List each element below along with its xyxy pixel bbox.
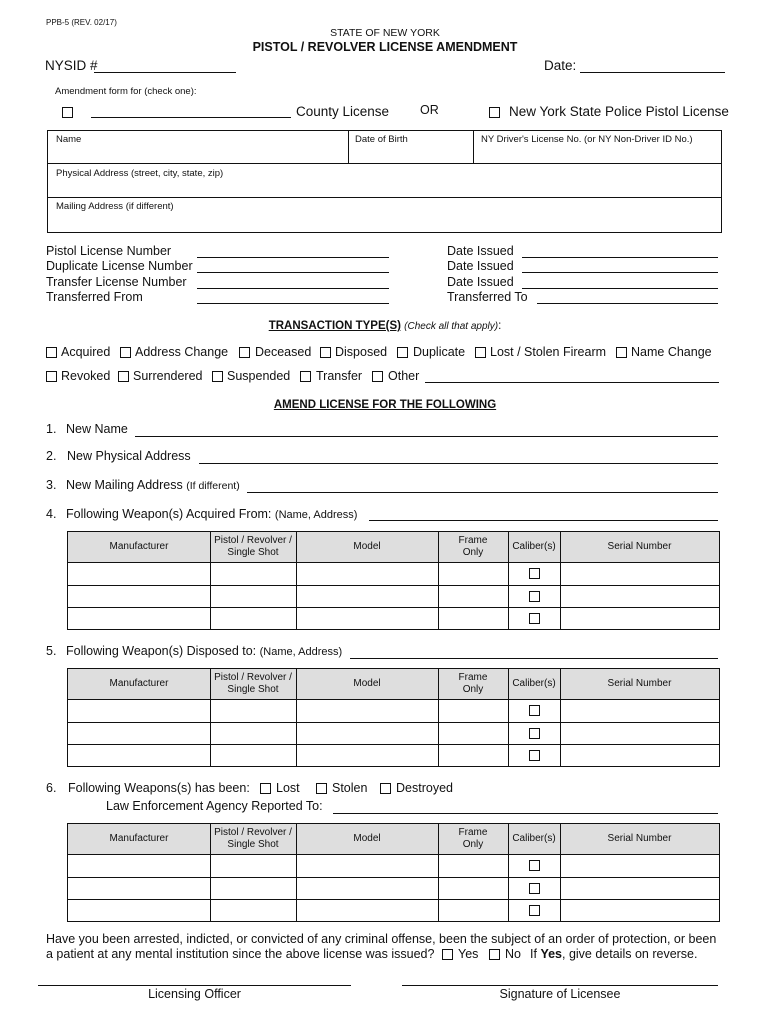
county-name-field[interactable] [91, 117, 291, 118]
serial-number-header-text: Serial Number [607, 833, 672, 844]
frame-only-header-text: Only [462, 547, 484, 558]
no-label: No [505, 947, 521, 961]
or-text: OR [420, 103, 439, 117]
frame-only-header [438, 532, 508, 562]
nysid-field[interactable] [94, 72, 236, 73]
caliber-header-text: Caliber(s) [512, 541, 556, 552]
transaction-colon: : [498, 320, 502, 332]
model-header [296, 824, 438, 854]
item-6-number: 6. [46, 781, 57, 795]
date-field[interactable] [580, 72, 725, 73]
mailing-address-label: Mailing Address (if different) [56, 201, 174, 212]
caliber-header [508, 532, 560, 562]
frame-only-checkbox[interactable] [529, 750, 540, 761]
stolen-label: Stolen [332, 781, 368, 795]
frame-only-header [438, 669, 508, 699]
item-5-number: 5. [46, 644, 57, 658]
duplicate-license-field[interactable] [197, 272, 389, 273]
agency-label: Law Enforcement Agency Reported To: [106, 799, 323, 813]
frame-only-checkbox[interactable] [529, 613, 540, 624]
deceased-checkbox[interactable] [239, 347, 250, 358]
table-row-divider [68, 722, 719, 723]
model-header-text: Model [353, 678, 381, 689]
transferred-from-label: Transferred From [46, 290, 143, 304]
weapons-status-label: Following Weapons(s) has been: [68, 781, 250, 795]
yes-label: Yes [458, 947, 479, 961]
table-row-divider [68, 585, 719, 586]
frame-only-checkbox[interactable] [529, 591, 540, 602]
criminal-question-text: a patient at any mental institution since the above license was issued? [46, 947, 435, 961]
date-issued-label-3: Date Issued [447, 275, 514, 289]
date-issued-field-3[interactable] [522, 288, 718, 289]
surrendered-checkbox[interactable] [118, 371, 129, 382]
date-label: Date: [544, 58, 577, 73]
name-label: Name [56, 134, 82, 145]
criminal-question-line1: Have you been arrested, indicted, or convicted of any criminal offense, been the subject of an order of protection, or been [46, 932, 717, 946]
caliber-header [508, 824, 560, 854]
transaction-heading-row [0, 320, 770, 332]
frame-only-checkbox[interactable] [529, 728, 540, 739]
frame-only-checkbox[interactable] [529, 883, 540, 894]
frame-only-header-text: Only [462, 684, 484, 695]
divider [348, 130, 349, 163]
drivers-license-label: NY Driver's License No. (or NY Non-Driver ID No.) [481, 134, 693, 145]
pistol-type-header-text: Pistol / Revolver / [214, 827, 292, 838]
pistol-type-header-text: Single Shot [227, 839, 279, 850]
destroyed-checkbox[interactable] [380, 783, 391, 794]
frame-only-header-text: Frame [458, 827, 488, 838]
licensing-officer-signature-line[interactable] [38, 985, 351, 986]
date-issued-label-1: Date Issued [447, 244, 514, 258]
serial-number-header-text: Serial Number [607, 541, 672, 552]
caliber-header-text: Caliber(s) [512, 678, 556, 689]
licensing-officer-label: Licensing Officer [148, 987, 241, 1001]
manufacturer-header [68, 669, 210, 699]
transferred-from-field[interactable] [197, 303, 389, 304]
frame-only-header-text: Only [462, 839, 484, 850]
name-change-label: Name Change [631, 345, 712, 359]
divider [47, 163, 721, 164]
new-name-label: New Name [66, 422, 128, 436]
pistol-type-header [210, 824, 296, 854]
pistol-type-header [210, 532, 296, 562]
table-row-divider [68, 877, 719, 878]
disposed-to-field[interactable] [350, 658, 718, 659]
item-4-number: 4. [46, 507, 57, 521]
frame-only-header [438, 824, 508, 854]
transfer-license-label: Transfer License Number [46, 275, 187, 289]
other-field[interactable] [425, 382, 719, 383]
disposed-to-text: Following Weapon(s) Disposed to: [66, 644, 257, 658]
lost-stolen-checkbox[interactable] [475, 347, 486, 358]
no-checkbox[interactable] [489, 949, 500, 960]
details-instruction [530, 947, 698, 961]
item-1-number: 1. [46, 422, 57, 436]
pistol-license-label: Pistol License Number [46, 244, 172, 258]
date-issued-field-2[interactable] [522, 272, 718, 273]
item-2-number: 2. [46, 449, 57, 463]
deceased-label: Deceased [255, 345, 312, 359]
frame-only-checkbox[interactable] [529, 568, 540, 579]
nysp-license-label: New York State Police Pistol License [509, 104, 729, 119]
pistol-license-field[interactable] [197, 257, 389, 258]
frame-only-checkbox[interactable] [529, 705, 540, 716]
model-header [296, 532, 438, 562]
model-header-text: Model [353, 541, 381, 552]
frame-only-header-text: Frame [458, 672, 488, 683]
transaction-note: (Check all that apply) [404, 321, 499, 332]
new-name-field[interactable] [135, 436, 718, 437]
acquired-weapons-table [67, 531, 720, 630]
nysid-label: NYSID # [45, 58, 98, 73]
suspended-label: Suspended [227, 369, 291, 383]
model-header [296, 669, 438, 699]
lost-label: Lost [276, 781, 300, 795]
amend-heading: AMEND LICENSE FOR THE FOLLOWING [273, 399, 497, 411]
acquired-from-field[interactable] [369, 520, 718, 521]
new-mailing-address-note: (If different) [186, 480, 240, 492]
model-header-text: Model [353, 833, 381, 844]
new-physical-address-label: New Physical Address [67, 449, 191, 463]
transferred-to-label: Transferred To [447, 290, 528, 304]
disposed-to-note: (Name, Address) [259, 646, 343, 658]
serial-number-header [560, 824, 719, 854]
county-license-label: County License [296, 104, 390, 119]
disposed-to-label [66, 644, 342, 658]
manufacturer-header-text: Manufacturer [109, 833, 169, 844]
acquired-from-text: Following Weapon(s) Acquired From: [66, 507, 272, 521]
physical-address-label: Physical Address (street, city, state, zip) [56, 168, 224, 179]
frame-only-checkbox[interactable] [529, 905, 540, 916]
criminal-question-line2 [46, 947, 434, 961]
form-code: PPB-5 (REV. 02/17) [46, 18, 117, 27]
pistol-type-header-text: Single Shot [227, 547, 279, 558]
transfer-label: Transfer [316, 369, 363, 383]
caliber-header [508, 669, 560, 699]
pistol-type-header [210, 669, 296, 699]
acquired-label: Acquired [61, 345, 111, 359]
pistol-type-header-text: Single Shot [227, 684, 279, 695]
acquired-checkbox[interactable] [46, 347, 57, 358]
serial-number-header-text: Serial Number [607, 678, 672, 689]
nysp-license-checkbox[interactable] [489, 107, 500, 118]
yes-checkbox[interactable] [442, 949, 453, 960]
address-change-checkbox[interactable] [120, 347, 131, 358]
new-mailing-address-field[interactable] [247, 492, 718, 493]
duplicate-license-label: Duplicate License Number [46, 259, 193, 273]
disposed-weapons-table [67, 668, 720, 767]
agency-field[interactable] [333, 813, 718, 814]
caliber-header-text: Caliber(s) [512, 833, 556, 844]
manufacturer-header-text: Manufacturer [109, 541, 169, 552]
acquired-from-note: (Name, Address) [274, 509, 358, 521]
table-row-divider [68, 744, 719, 745]
transfer-checkbox[interactable] [300, 371, 311, 382]
transferred-to-field[interactable] [537, 303, 718, 304]
manufacturer-header [68, 824, 210, 854]
state-heading: STATE OF NEW YORK [330, 27, 440, 39]
surrendered-label: Surrendered [133, 369, 203, 383]
other-checkbox[interactable] [372, 371, 383, 382]
stolen-checkbox[interactable] [316, 783, 327, 794]
transfer-license-field[interactable] [197, 288, 389, 289]
manufacturer-header [68, 532, 210, 562]
manufacturer-header-text: Manufacturer [109, 678, 169, 689]
frame-only-checkbox[interactable] [529, 860, 540, 871]
lost-weapons-table [67, 823, 720, 922]
county-license-checkbox[interactable] [62, 107, 73, 118]
item-3-number: 3. [46, 478, 57, 492]
divider [473, 130, 474, 163]
name-change-checkbox[interactable] [616, 347, 627, 358]
if-text: If [530, 947, 537, 961]
disposed-label: Disposed [335, 345, 388, 359]
date-issued-field-1[interactable] [522, 257, 718, 258]
new-physical-address-field[interactable] [199, 463, 718, 464]
duplicate-checkbox[interactable] [397, 347, 408, 358]
duplicate-label: Duplicate [413, 345, 466, 359]
applicant-info-box [47, 130, 722, 233]
lost-stolen-label: Lost / Stolen Firearm [490, 345, 607, 359]
date-issued-label-2: Date Issued [447, 259, 514, 273]
frame-only-header-text: Frame [458, 535, 488, 546]
other-label: Other [388, 369, 420, 383]
lost-checkbox[interactable] [260, 783, 271, 794]
destroyed-label: Destroyed [396, 781, 453, 795]
revoked-checkbox[interactable] [46, 371, 57, 382]
licensee-signature-line[interactable] [402, 985, 718, 986]
amendment-for-label: Amendment form for (check one): [55, 86, 197, 97]
serial-number-header [560, 532, 719, 562]
table-row-divider [68, 899, 719, 900]
licensee-signature-label: Signature of Licensee [499, 987, 621, 1001]
table-row-divider [68, 607, 719, 608]
divider [47, 197, 721, 198]
transaction-heading: TRANSACTION TYPE(S) [268, 320, 401, 332]
if-yes-text: Yes [540, 947, 562, 961]
acquired-from-label [66, 507, 357, 521]
new-mailing-address-text: New Mailing Address [66, 478, 183, 492]
serial-number-header [560, 669, 719, 699]
revoked-label: Revoked [61, 369, 111, 383]
new-mailing-address-label [66, 478, 240, 492]
details-text: , give details on reverse. [562, 947, 698, 961]
pistol-type-header-text: Pistol / Revolver / [214, 535, 292, 546]
dob-label: Date of Birth [355, 134, 408, 145]
suspended-checkbox[interactable] [212, 371, 223, 382]
disposed-checkbox[interactable] [320, 347, 331, 358]
pistol-type-header-text: Pistol / Revolver / [214, 672, 292, 683]
form-title: PISTOL / REVOLVER LICENSE AMENDMENT [252, 40, 518, 54]
address-change-label: Address Change [135, 345, 229, 359]
